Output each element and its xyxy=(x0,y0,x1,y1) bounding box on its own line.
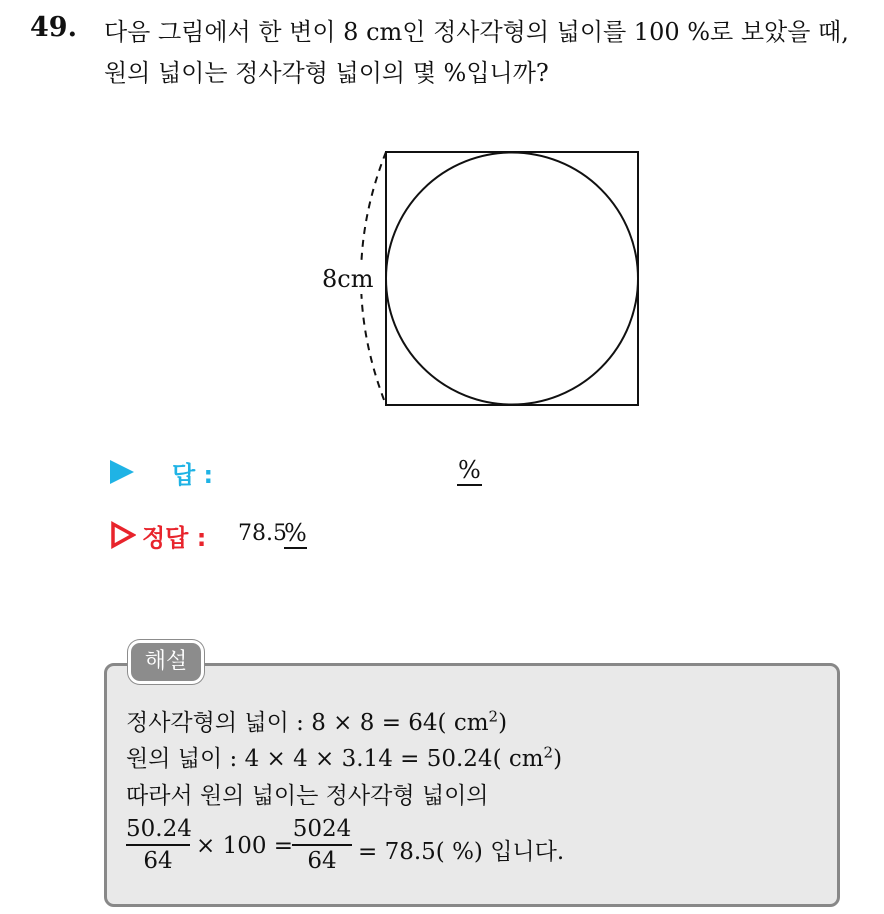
solution-line-square-area: 정사각형의 넓이 : 8 × 8 = 64( $cm^2$) xyxy=(126,707,508,736)
circle-area-label: 원의 넓이 : xyxy=(126,746,238,772)
question-text: 다음 그림에서 한 변이 8 cm인 정사각형의 넓이를 100 %로 보았을 때, 원의 넓이는 정사각형 넓이의 몇 %입니까? xyxy=(104,18,849,87)
question-number: 49. xyxy=(30,12,77,43)
fraction-2-numerator: 5024 xyxy=(292,816,352,842)
answer-unit: % xyxy=(458,456,481,484)
square-exponent: 2 xyxy=(488,707,499,726)
circle-exponent: 2 xyxy=(543,743,554,762)
side-length-label: 8cm xyxy=(322,265,374,293)
square-area-label: 정사각형의 넓이 : xyxy=(126,710,304,736)
final-result: = 78.5( %) 입니다. xyxy=(358,839,565,865)
fraction-1-numerator: 50.24 xyxy=(126,816,192,842)
solution-line-circle-area: 원의 넓이 : 4 × 4 × 3.14 = 50.24( $cm^2$) xyxy=(126,743,563,772)
square-area-math: 8 × 8 = 64( cm xyxy=(311,710,489,736)
correct-label: 정답 : xyxy=(142,524,207,552)
circle-area-math: 4 × 4 × 3.14 = 50.24( cm xyxy=(244,746,544,772)
answer-row xyxy=(110,452,710,492)
play-arrow-icon xyxy=(110,460,134,484)
square xyxy=(386,152,638,405)
solution-line-conclusion: 따라서 원의 넓이는 정사각형 넓이의 xyxy=(126,783,489,809)
correct-answer-row xyxy=(110,515,710,555)
correct-unit: % xyxy=(284,519,307,547)
fraction-1-denominator: 64 xyxy=(143,848,173,874)
inscribed-circle xyxy=(386,153,638,405)
fraction-2-denominator: 64 xyxy=(307,848,337,874)
outline-arrow-icon xyxy=(110,521,136,549)
correct-value: 78.5 xyxy=(238,521,287,546)
fraction-2 xyxy=(292,814,352,876)
answer-label: 답 : xyxy=(172,461,214,489)
times-hundred: × 100 = xyxy=(196,833,294,859)
fraction-1 xyxy=(126,814,190,876)
solution-tab: 해설 xyxy=(128,640,204,684)
